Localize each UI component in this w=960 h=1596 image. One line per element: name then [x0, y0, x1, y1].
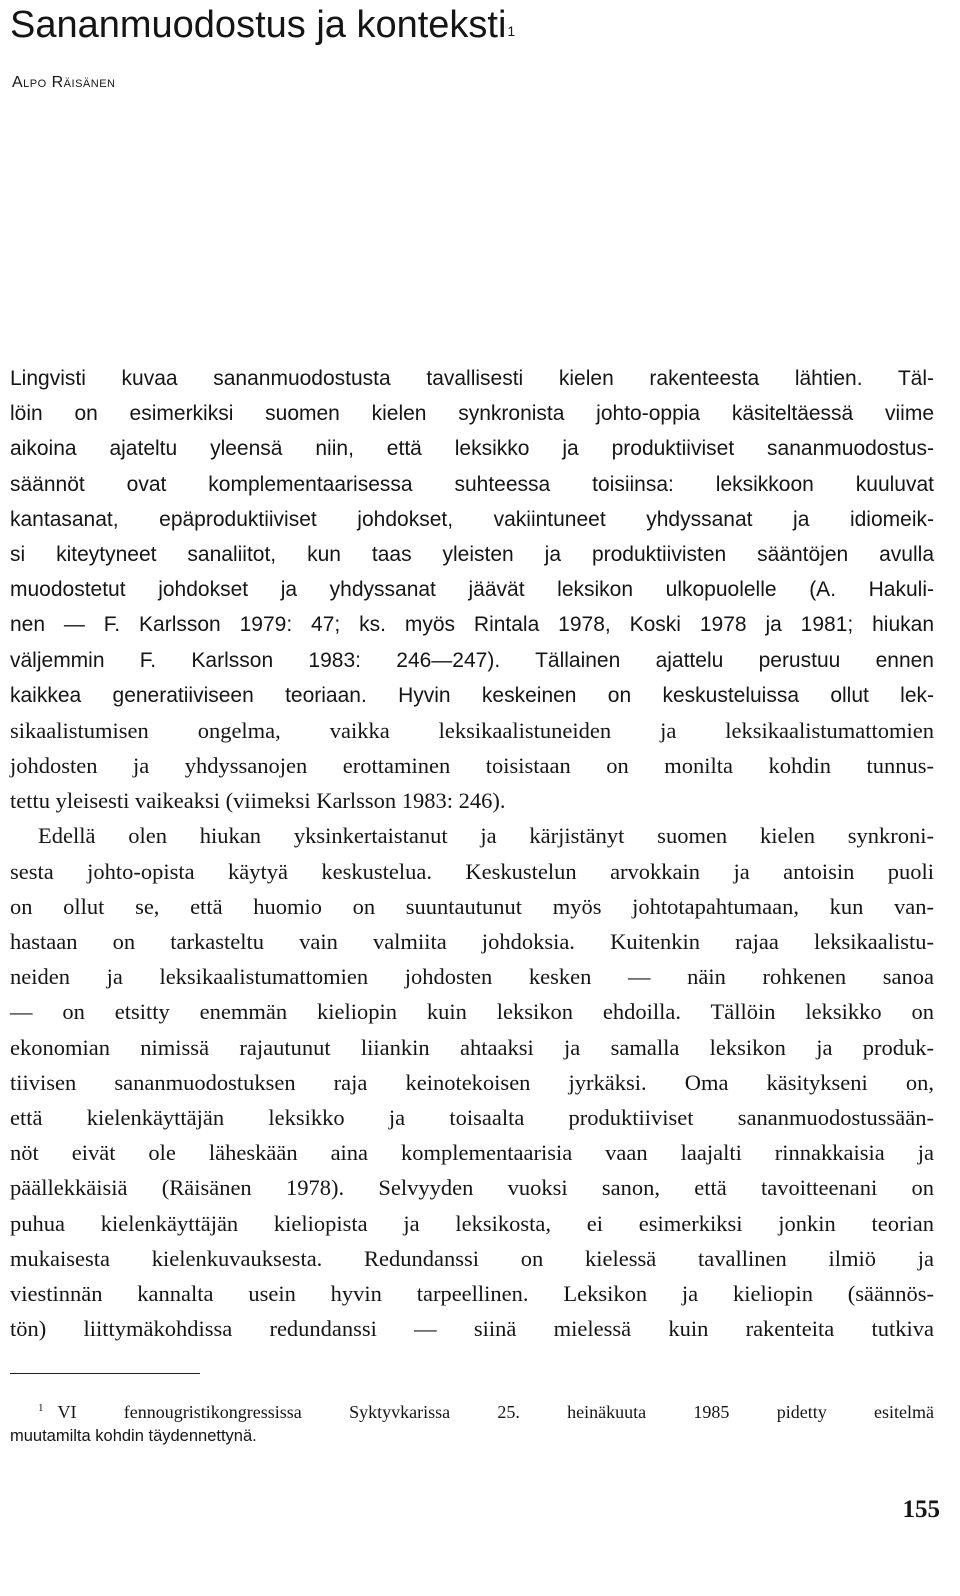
footnote-divider — [10, 1373, 200, 1374]
body-line: kaikkea generatiiviseen teoriaan. Hyvin keskeinen on keskusteluissa ollut lek- — [10, 683, 934, 707]
body-line: hastaan on tarkasteltu vain valmiita johdoksia. Kuitenkin rajaa leksikaalistu- — [10, 929, 934, 954]
body-line: si kiteytyneet sanaliitot, kun taas yleisten ja produktiivisten sääntöjen avulla — [10, 542, 934, 566]
article-title — [10, 2, 515, 48]
body-line: — on etsitty enemmän kieliopin kuin leksikon ehdoilla. Tällöin leksikko on — [10, 999, 934, 1025]
body-line: puhua kielenkäyttäjän kieliopista ja leksikosta, ei esimerkiksi jonkin teorian — [10, 1210, 934, 1236]
body-line: Edellä olen hiukan yksinkertaistanut ja kärjistänyt suomen kielen synkroni- — [38, 823, 934, 849]
footnote — [10, 1400, 934, 1448]
article-title-text: Sananmuodostus ja konteksti — [10, 4, 507, 46]
body-line: on ollut se, että huomio on suuntautunut myös johtotapahtumaan, kun van- — [10, 893, 934, 919]
body-line: tiivisen sananmuodostuksen raja keinotekoisen jyrkäksi. Oma käsitykseni on, — [10, 1069, 934, 1095]
title-footnote-mark[interactable]: 1 — [507, 23, 516, 39]
body-line: ekonomian nimissä rajautunut liiankin ahtaaksi ja samalla leksikon ja produk- — [10, 1034, 934, 1060]
footnote-text-2: muutamilta kohdin täydennettynä. — [10, 1427, 257, 1445]
author-name: Alpo Räisänen — [12, 74, 116, 91]
body-line: Lingvisti kuvaa sananmuodostusta tavallisesti kielen rakenteesta lähtien. Täl- — [10, 367, 934, 390]
footnote-line — [10, 1400, 934, 1424]
body-line: johdosten ja yhdyssanojen erottaminen toisistaan on monilta kohdin tunnus- — [10, 753, 934, 779]
body-line: tettu yleisesti vaikeaksi (viimeksi Karlsson 1983: 246). — [10, 788, 506, 814]
body-line: muodostetut johdokset ja yhdyssanat jäävät leksikon ulkopuolelle (A. Hakuli- — [10, 578, 934, 602]
body-line: viestinnän kannalta usein hyvin tarpeellinen. Leksikon ja kieliopin (säännös- — [10, 1280, 934, 1306]
footnote-mark: 1 — [38, 1402, 44, 1414]
footnote-text-1: VI fennougristikongressissa Syktyvkarissa 25. heinäkuuta 1985 pidetty esitelmä — [57, 1402, 934, 1422]
body-line: mukaisesta kielenkuvauksesta. Redundanssi on kielessä tavallinen ilmiö ja — [10, 1245, 934, 1271]
body-line: säännöt ovat komplementaarisessa suhteessa toisiinsa: leksikkoon kuuluvat — [10, 472, 934, 496]
body-line: nöt eivät ole läheskään aina komplementaarisia vaan laajalti rinnakkaisia ja — [10, 1140, 934, 1166]
body-line: aikoina ajateltu yleensä niin, että leksikko ja produktiiviset sananmuodostus- — [10, 437, 934, 461]
body-line: löin on esimerkiksi suomen kielen synkronista johto-oppia käsiteltäessä viime — [10, 402, 934, 426]
article-body — [10, 361, 934, 1346]
page-number: 155 — [902, 1496, 940, 1523]
body-line: kantasanat, epäproduktiiviset johdokset, vakiintuneet yhdyssanat ja idiomeik- — [10, 507, 934, 531]
body-line: nen — F. Karlsson 1979: 47; ks. myös Rintala 1978, Koski 1978 ja 1981; hiukan — [10, 613, 934, 637]
body-line: väljemmin F. Karlsson 1983: 246—247). Tällainen ajattelu perustuu ennen — [10, 648, 934, 672]
body-line: sesta johto-opista käytyä keskustelua. Keskustelun arvokkain ja antoisin puoli — [10, 858, 934, 884]
body-line: neiden ja leksikaalistumattomien johdosten kesken — näin rohkenen sanoa — [10, 964, 934, 990]
body-line: tön) liittymäkohdissa redundanssi — siinä mielessä kuin rakenteita tutkiva — [10, 1316, 934, 1342]
body-line: sikaalistumisen ongelma, vaikka leksikaalistuneiden ja leksikaalistumattomien — [10, 717, 934, 743]
body-line: päällekkäisiä (Räisänen 1978). Selvyyden vuoksi sanon, että tavoitteenani on — [10, 1175, 934, 1201]
body-line: että kielenkäyttäjän leksikko ja toisaalta produktiiviset sananmuodostussään- — [10, 1104, 934, 1130]
